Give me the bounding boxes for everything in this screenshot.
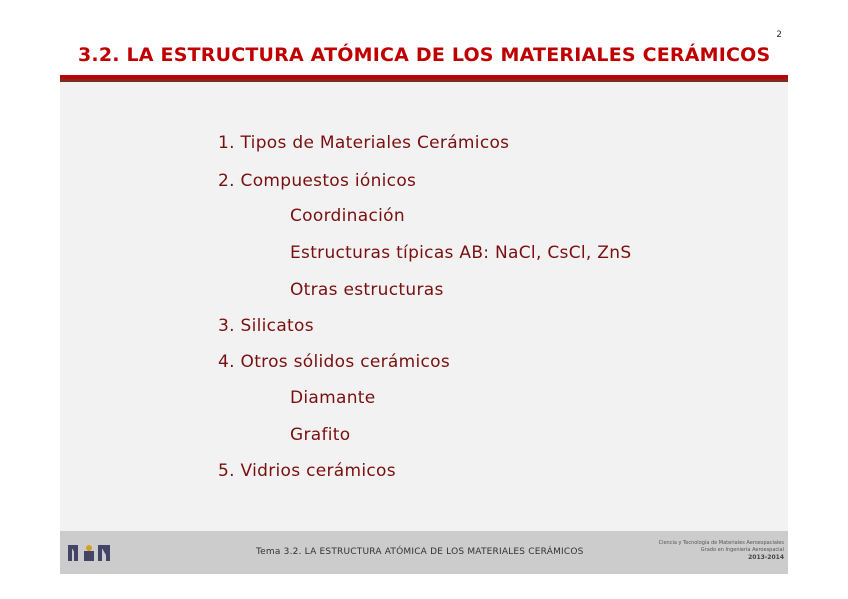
- footer-course-info: [634, 540, 784, 561]
- slide-title: 3.2. LA ESTRUCTURA ATÓMICA DE LOS MATERIALES CERÁMICOS: [78, 44, 771, 66]
- footer-topic: Tema 3.2. LA ESTRUCTURA ATÓMICA DE LOS MATERIALES CERÁMICOS: [256, 547, 584, 557]
- outline-subitem: Grafito: [290, 425, 351, 445]
- footer-year: 2013-2014: [748, 554, 784, 561]
- outline-subitem: Coordinación: [290, 206, 405, 226]
- outline-item: 3. Silicatos: [218, 316, 314, 336]
- slide: [60, 18, 788, 574]
- outline-item: 5. Vidrios cerámicos: [218, 461, 396, 481]
- page-number: 2: [776, 30, 782, 40]
- footer-bar: [60, 531, 788, 574]
- outline-subitem: Estructuras típicas AB: NaCl, CsCl, ZnS: [290, 243, 632, 263]
- outline-item: 4. Otros sólidos cerámicos: [218, 352, 451, 372]
- outline-subitem: Diamante: [290, 388, 376, 408]
- outline-item: 2. Compuestos iónicos: [218, 171, 417, 191]
- outline-list: [60, 18, 788, 538]
- outline-item: 1. Tipos de Materiales Cerámicos: [218, 133, 510, 153]
- department-logo-icon: [66, 541, 126, 563]
- footer-degree: Grado en Ingeniería Aeroespacial: [700, 547, 784, 553]
- footer-course-name: Ciencia y Tecnología de Materiales Aeroespaciales: [658, 540, 784, 546]
- outline-subitem: Otras estructuras: [290, 280, 444, 300]
